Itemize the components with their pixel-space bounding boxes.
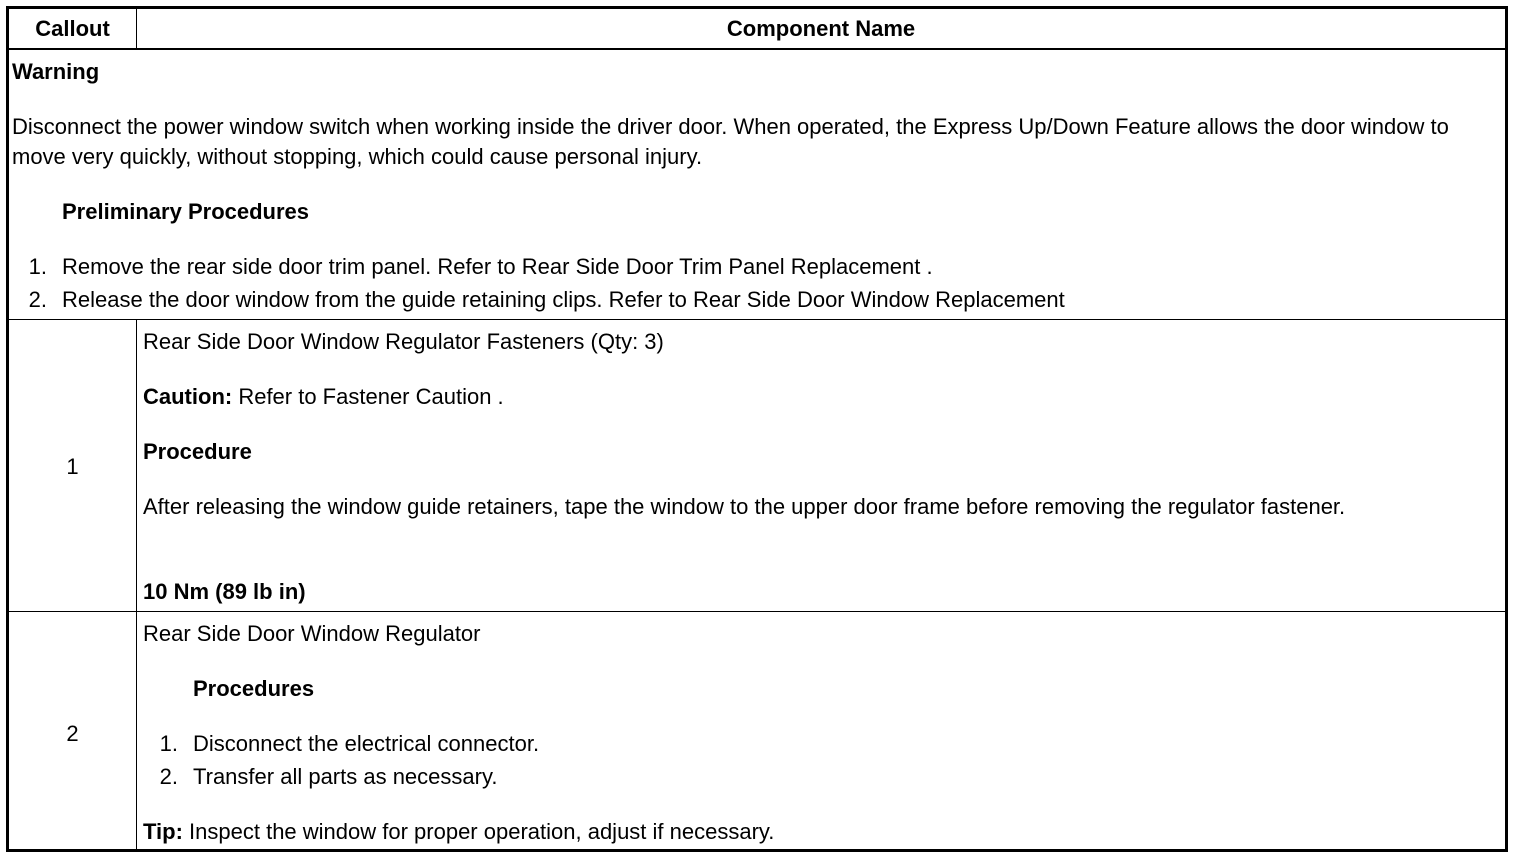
row-2-procedures-title: Procedures: [193, 676, 315, 701]
header-divider: [136, 9, 137, 49]
warning-text: Disconnect the power window switch when working inside the driver door. When operated, the Express Up/Down Feature allows the door window to move very quickly, without stopping, which could cause personal injury.: [12, 114, 1449, 169]
warning-label: Warning: [12, 59, 100, 84]
header-component-name: Component Name: [726, 16, 916, 41]
caution-label: Caution:: [143, 384, 233, 409]
header-rule: [9, 48, 1505, 50]
row-2-step-2-number: 2.: [159, 764, 178, 789]
prelim-step-1-text: Remove the rear side door trim panel. Refer to Rear Side Door Trim Panel Replacement .: [62, 254, 933, 279]
header-callout: Callout: [35, 16, 110, 41]
row-2-step-1-text: Disconnect the electrical connector.: [193, 731, 540, 756]
row-2-step-2-text: Transfer all parts as necessary.: [193, 764, 498, 789]
row-1-torque-spec: 10 Nm (89 lb in): [143, 579, 306, 604]
prelim-step-2-number: 2.: [28, 287, 47, 312]
row-2-divider: [136, 611, 137, 849]
warning-rule: [9, 319, 1505, 320]
preliminary-procedures-title: Preliminary Procedures: [62, 199, 310, 224]
tip-label: Tip:: [143, 819, 183, 844]
row-1-component-name: Rear Side Door Window Regulator Fasteners (Qty: 3): [143, 329, 664, 354]
prelim-step-1-number: 1.: [28, 254, 47, 279]
row-2-callout: 2: [66, 721, 79, 746]
row-1-callout: 1: [66, 454, 79, 479]
row-1-caution: [143, 382, 504, 412]
row-1-divider: [136, 319, 137, 611]
row-2-tip: [143, 817, 774, 847]
caution-text: Refer to Fastener Caution .: [232, 384, 504, 409]
row-1-procedure-title: Procedure: [143, 439, 252, 464]
row-2-step-1-number: 1.: [159, 731, 178, 756]
component-table: [6, 6, 1508, 852]
prelim-step-2-text: Release the door window from the guide retaining clips. Refer to Rear Side Door Window Replacement: [62, 287, 1065, 312]
tip-text: Inspect the window for proper operation, adjust if necessary.: [182, 819, 775, 844]
row-1-procedure-text: After releasing the window guide retainers, tape the window to the upper door frame before removing the regulator fastener.: [143, 494, 1346, 519]
row-2-component-name: Rear Side Door Window Regulator: [143, 621, 481, 646]
row-1-rule: [9, 611, 1505, 612]
